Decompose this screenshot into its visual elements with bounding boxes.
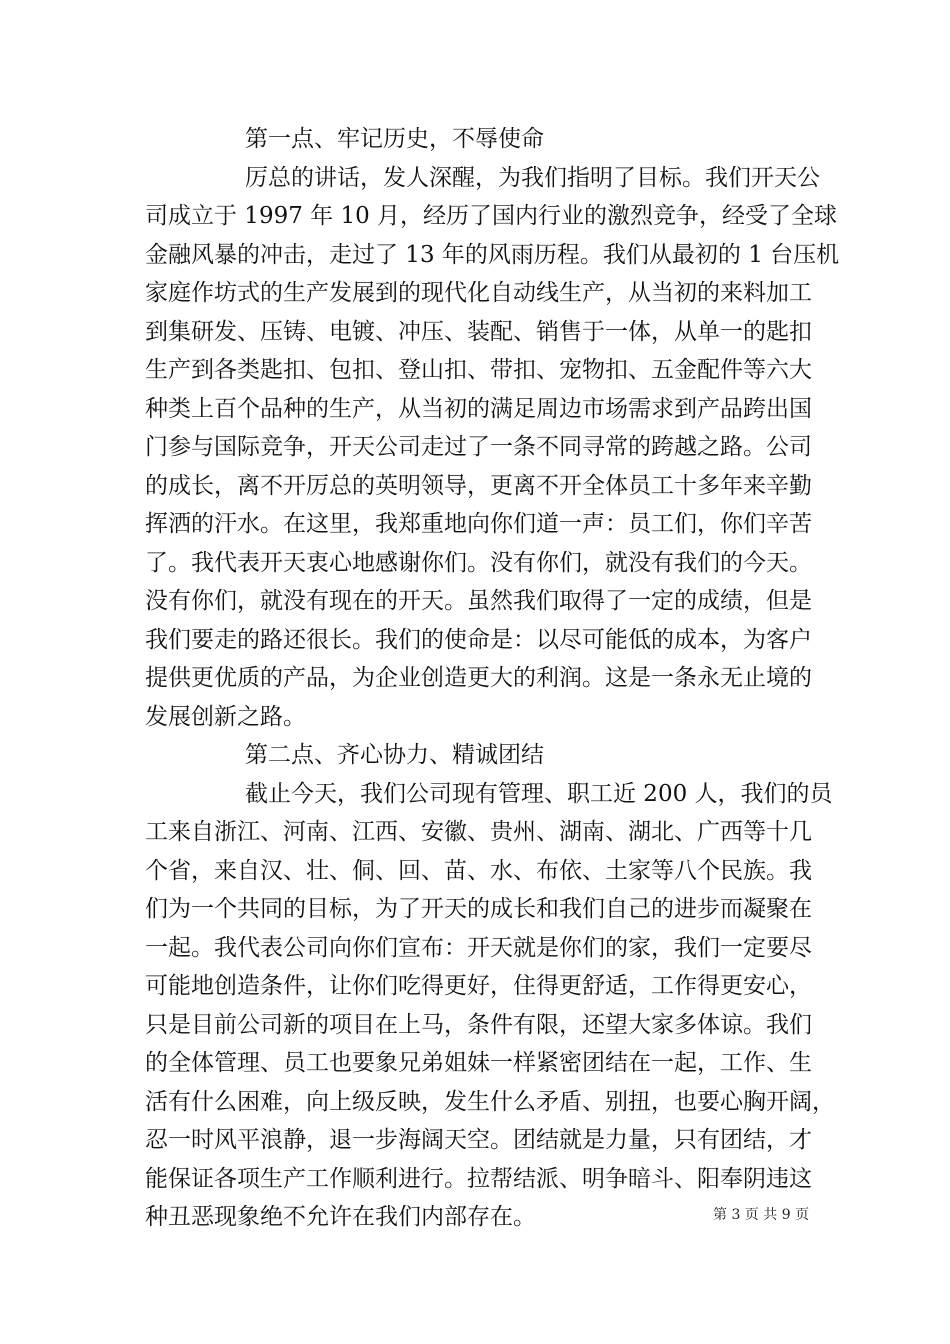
document-body (145, 120, 840, 1237)
paragraph-line: 的成长，离不开厉总的英明领导，更离不开全体员工十多年来辛勤 (145, 472, 812, 499)
paragraph-line: 截止今天，我们公司现有管理、职工近 200 人，我们的员 (245, 780, 833, 807)
paragraph-line: 工来自浙江、河南、江西、安徽、贵州、湖南、湖北、广西等十几 (145, 819, 812, 845)
paragraph-line: 金融风暴的冲击，走过了 13 年的风雨历程。我们从最初的 1 台压机 (145, 241, 840, 268)
paragraph-line: 种丑恶现象绝不允许在我们内部存在。 (145, 1204, 536, 1230)
paragraph-line: 能保证各项生产工作顺利进行。拉帮结派、明争暗斗、阳奉阴违这 (145, 1165, 812, 1192)
paragraph-line: 厉总的讲话，发人深醒，为我们指明了目标。我们开天公 (245, 164, 820, 191)
paragraph-line: 活有什么困难，向上级反映，发生什么矛盾、别扭，也要心胸开阔， (145, 1088, 835, 1115)
paragraph-line: 门参与国际竞争，开天公司走过了一条不同寻常的跨越之路。公司 (145, 434, 812, 460)
paragraph-line: 没有你们，就没有现在的开天。虽然我们取得了一定的成绩，但是 (145, 588, 812, 614)
section-heading: 第一点、牢记历史，不辱使命 (245, 126, 544, 152)
paragraph-line: 司成立于 1997 年 10 月，经历了国内行业的激烈竞争，经受了全球 (145, 203, 838, 229)
paragraph-line: 个省，来自汉、壮、侗、回、苗、水、布依、土家等八个民族。我 (145, 857, 812, 884)
page-number-footer: 第 3 页 共 9 页 (713, 1207, 810, 1223)
paragraph-line: 我们要走的路还很长。我们的使命是：以尽可能低的成本，为客户 (145, 626, 812, 653)
paragraph-line: 家庭作坊式的生产发展到的现代化自动线生产，从当初的来料加工 (145, 280, 812, 306)
paragraph-line: 们为一个共同的目标，为了开天的成长和我们自己的进步而凝聚在 (145, 896, 812, 922)
paragraph-line: 忍一时风平浪静，退一步海阔天空。团结就是力量，只有团结，才 (145, 1127, 812, 1153)
paragraph-line: 挥洒的汗水。在这里，我郑重地向你们道一声：员工们，你们辛苦 (145, 511, 812, 537)
paragraph-line: 可能地创造条件，让你们吃得更好，住得更舒适，工作得更安心， (145, 973, 812, 999)
paragraph-line: 发展创新之路。 (145, 703, 306, 730)
paragraph-line: 生产到各类匙扣、包扣、登山扣、带扣、宠物扣、五金配件等六大 (145, 357, 812, 383)
paragraph-line: 只是目前公司新的项目在上马，条件有限，还望大家多体谅。我们 (145, 1011, 812, 1038)
paragraph-line: 种类上百个品种的生产，从当初的满足周边市场需求到产品跨出国 (145, 395, 812, 422)
section-heading: 第二点、齐心协力、精诚团结 (245, 742, 544, 768)
paragraph-line: 到集研发、压铸、电镀、冲压、装配、销售于一体，从单一的匙扣 (145, 318, 812, 345)
paragraph-line: 了。我代表开天衷心地感谢你们。没有你们，就没有我们的今天。 (145, 549, 812, 576)
paragraph-line: 提供更优质的产品，为企业创造更大的利润。这是一条永无止境的 (145, 665, 812, 691)
paragraph-line: 的全体管理、员工也要象兄弟姐妹一样紧密团结在一起，工作、生 (145, 1050, 812, 1076)
paragraph-line: 一起。我代表公司向你们宣布：开天就是你们的家，我们一定要尽 (145, 934, 812, 961)
